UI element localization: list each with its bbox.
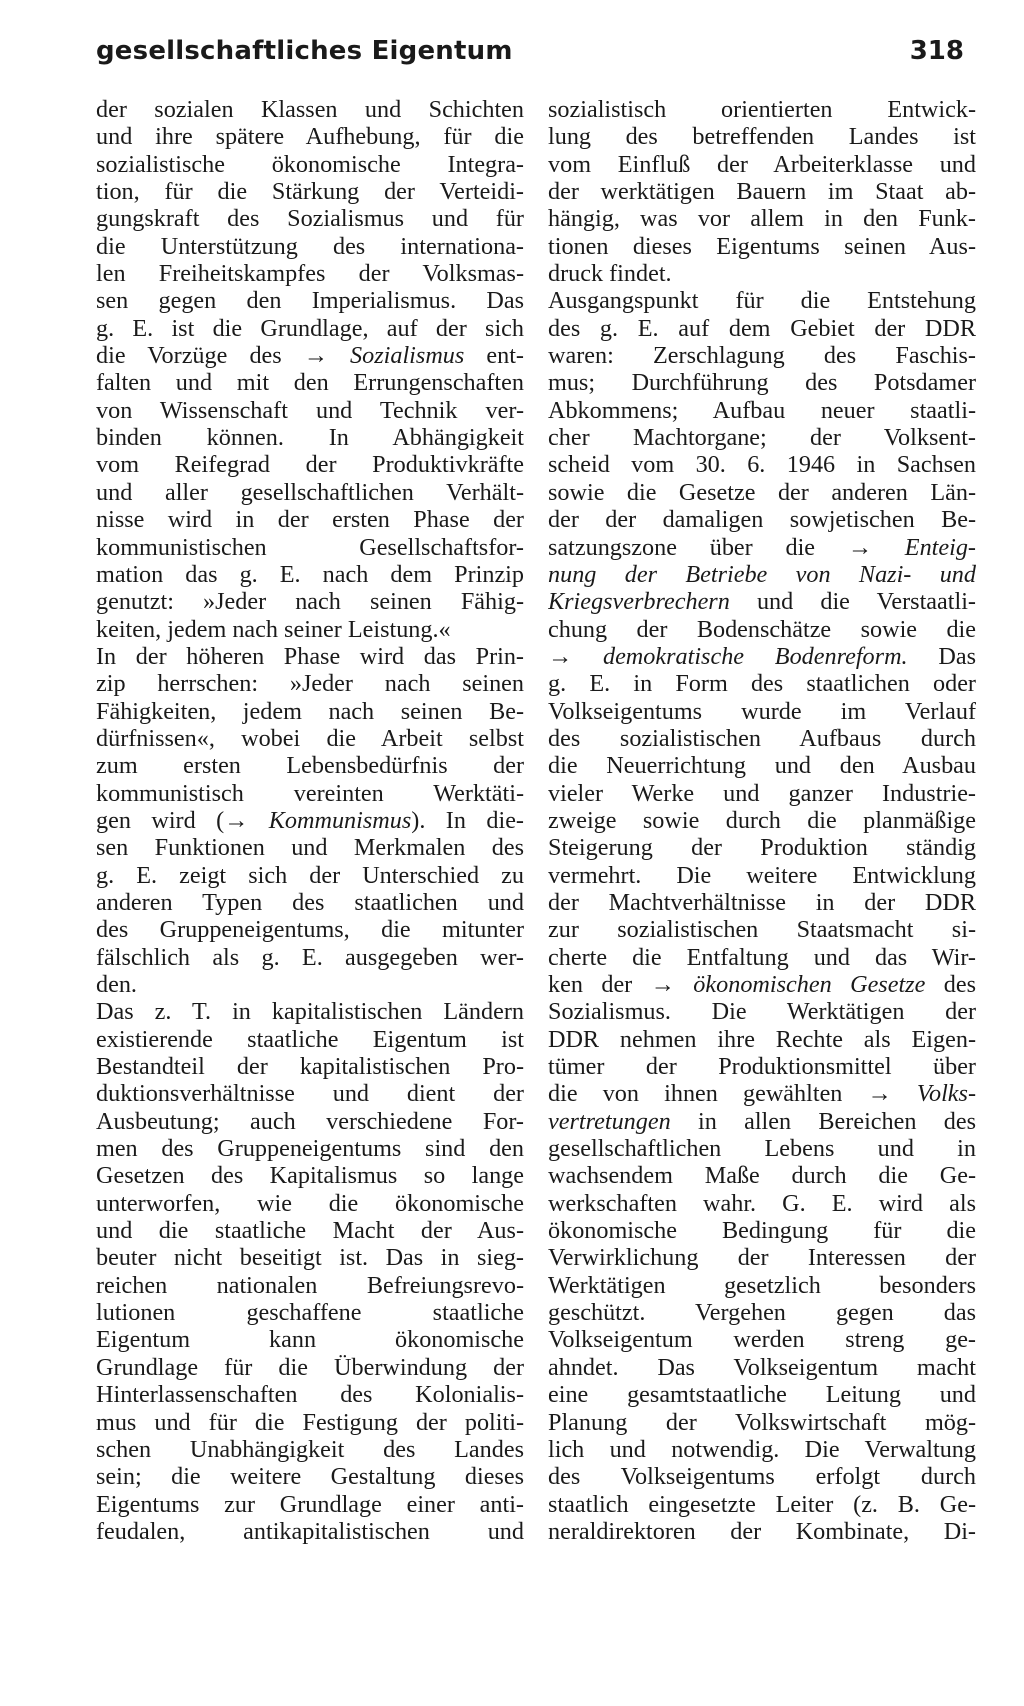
text-line: Kriegsverbrechern und die Verstaatli- (548, 588, 976, 616)
text-line: sen Funktionen und Merkmalen des (96, 834, 524, 862)
right-column (548, 96, 976, 1545)
text-line: Eigentums zur Grundlage einer anti- (96, 1490, 524, 1518)
text-line: existierende staatliche Eigentum ist (96, 1025, 524, 1053)
text-line: keiten, jedem nach seiner Leistung.« (96, 615, 451, 643)
text-line: hängig, was vor allem in den Funk- (548, 205, 976, 233)
text-line: sozialistische ökonomische Integra- (96, 150, 524, 178)
text-line: Werktätigen gesetzlich besonders (548, 1271, 976, 1299)
text-line: → demokratische Bodenreform. Das (548, 642, 976, 670)
text-line: Ausbeutung; auch verschiedene For- (96, 1107, 524, 1135)
text-line: des sozialistischen Aufbaus durch (548, 724, 976, 752)
text-line: Volkseigentum werden streng ge- (548, 1326, 976, 1354)
text-line: der der damaligen sowjetischen Be- (548, 506, 976, 534)
text-line: ahndet. Das Volkseigentum macht (548, 1353, 976, 1381)
text-line: binden können. In Abhängigkeit (96, 424, 524, 452)
text-line: gungskraft des Sozialismus und für (96, 205, 524, 233)
text-line: falten und mit den Errungenschaften (96, 369, 524, 397)
text-line: staatlich eingesetzte Leiter (z. B. Ge- (548, 1490, 976, 1518)
text-line: cherte die Entfaltung und das Wir- (548, 943, 976, 971)
text-line: werkschaften wahr. G. E. wird als (548, 1189, 976, 1217)
text-line: Abkommens; Aufbau neuer staatli- (548, 396, 976, 424)
text-line: schen Unabhängigkeit des Landes (96, 1435, 524, 1463)
text-line: zweige sowie durch die planmäßige (548, 806, 976, 834)
text-line: sowie die Gesetze der anderen Län- (548, 478, 976, 506)
text-line: die Unterstützung des internationa- (96, 232, 524, 260)
cross-reference: demokratische Bodenreform. (602, 642, 908, 670)
text-line: Steigerung der Produktion ständig (548, 834, 976, 862)
text-line: sozialistisch orientierten Entwick- (548, 96, 976, 123)
text-line: men des Gruppeneigentums sind den (96, 1135, 524, 1163)
text-line: kommunistisch vereinten Werktäti- (96, 779, 524, 807)
text-line: von Wissenschaft und Technik ver- (96, 396, 524, 424)
text-line: des g. E. auf dem Gebiet der DDR (548, 314, 976, 342)
text-line: vermehrt. Die weitere Entwicklung (548, 861, 976, 889)
text-line: ökonomische Bedingung für die (548, 1217, 976, 1245)
cross-reference: Kommunismus (268, 806, 412, 834)
text-line: unterworfen, wie die ökonomische (96, 1189, 524, 1217)
text-line: mus und für die Festigung der politi- (96, 1408, 524, 1436)
text-line: len Freiheitskampfes der Volksmas- (96, 260, 524, 288)
text-line (548, 561, 976, 588)
text-line: duktionsverhältnisse und dient der (96, 1080, 524, 1108)
text-line: des Volkseigentums erfolgt durch (548, 1463, 976, 1491)
text-line: beuter nicht beseitigt ist. Das in sieg- (96, 1244, 524, 1272)
cross-reference: nung der Betriebe von Nazi- und (548, 560, 976, 588)
text-line: zip herrschen: »Jeder nach seinen (96, 670, 524, 698)
text-line: geschützt. Vergehen gegen das (548, 1299, 976, 1327)
text-line: neraldirektoren der Kombinate, Di- (548, 1517, 976, 1545)
text-line: tion, für die Stärkung der Verteidi- (96, 178, 524, 206)
text-line: satzungszone über die → Enteig- (548, 533, 976, 561)
text-line: tümer der Produktionsmittel über (548, 1053, 976, 1081)
text-line: vieler Werke und ganzer Industrie- (548, 779, 976, 807)
running-head: gesellschaftliches Eigentum (96, 36, 513, 66)
text-line: reichen nationalen Befreiungsrevo- (96, 1271, 524, 1299)
cross-reference: Sozialismus (350, 342, 465, 370)
text-line: DDR nehmen ihre Rechte als Eigen- (548, 1025, 976, 1053)
text-line: und die staatliche Macht der Aus- (96, 1217, 524, 1245)
text-line: Sozialismus. Die Werktätigen der (548, 998, 976, 1026)
text-line: gesellschaftlichen Lebens und in (548, 1135, 976, 1163)
text-line: feudalen, antikapitalistischen und (96, 1517, 524, 1545)
text-line: Bestandteil der kapitalistischen Pro- (96, 1053, 524, 1081)
text-line: vertretungen in allen Bereichen des (548, 1107, 976, 1135)
text-line: dürfnissen«, wobei die Arbeit selbst (96, 724, 524, 752)
cross-reference: Enteig- (904, 533, 976, 561)
cross-reference: Volks- (916, 1080, 976, 1108)
text-line: kommunistischen Gesellschaftsfor- (96, 533, 524, 561)
cross-reference: Kriegsverbrechern (548, 588, 730, 616)
text-line: Grundlage für die Überwindung der (96, 1353, 524, 1381)
text-line: Verwirklichung der Interessen der (548, 1244, 976, 1272)
text-line: waren: Zerschlagung des Faschis- (548, 342, 976, 370)
text-line: g. E. ist die Grundlage, auf der sich (96, 314, 524, 342)
text-line: Gesetzen des Kapitalismus so lange (96, 1162, 524, 1190)
text-line: fälschlich als g. E. ausgegeben wer- (96, 943, 524, 971)
text-line: Fähigkeiten, jedem nach seinen Be- (96, 697, 524, 725)
text-line: gen wird (→ Kommunismus). In die- (96, 806, 524, 834)
text-line: Volkseigentums wurde im Verlauf (548, 697, 976, 725)
cross-reference: ökonomischen Gesetze (693, 971, 926, 998)
text-line: g. E. zeigt sich der Unterschied zu (96, 861, 524, 889)
text-line: und aller gesellschaftlichen Verhält- (96, 478, 524, 506)
text-line: chung der Bodenschätze sowie die (548, 615, 976, 643)
page-number: 318 (909, 36, 964, 66)
text-line: g. E. in Form des staatlichen oder (548, 670, 976, 698)
text-line: den. (96, 971, 137, 998)
text-line: scheid vom 30. 6. 1946 in Sachsen (548, 451, 976, 479)
text-line: eine gesamtstaatliche Leitung und (548, 1381, 976, 1409)
page-header (96, 34, 964, 74)
text-line: lutionen geschaffene staatliche (96, 1299, 524, 1327)
text-line: Ausgangspunkt für die Entstehung (548, 287, 976, 315)
text-line: vom Reifegrad der Produktivkräfte (96, 451, 524, 479)
text-line: genutzt: »Jeder nach seinen Fähig- (96, 588, 524, 616)
text-line: der Machtverhältnisse in der DDR (548, 888, 976, 916)
text-line: wachsendem Maße durch die Ge- (548, 1162, 976, 1190)
text-line: und ihre spätere Aufhebung, für die (96, 123, 524, 151)
text-line: zur sozialistischen Staatsmacht si- (548, 916, 976, 944)
text-line: ken der → ökonomischen Gesetze des (548, 971, 976, 998)
text-line: mus; Durchführung des Potsdamer (548, 369, 976, 397)
text-line: cher Machtorgane; der Volksent- (548, 424, 976, 452)
text-line: nisse wird in der ersten Phase der (96, 506, 524, 534)
text-line: der sozialen Klassen und Schichten (96, 96, 524, 123)
text-line: lich und notwendig. Die Verwaltung (548, 1435, 976, 1463)
text-line: Hinterlassenschaften des Kolonialis- (96, 1381, 524, 1409)
text-line: tionen dieses Eigentums seinen Aus- (548, 232, 976, 260)
text-line: Das z. T. in kapitalistischen Ländern (96, 998, 524, 1026)
text-line: die von ihnen gewählten → Volks- (548, 1080, 976, 1108)
text-line: zum ersten Lebensbedürfnis der (96, 752, 524, 780)
text-line: mation das g. E. nach dem Prinzip (96, 560, 524, 588)
cross-reference: vertretungen (548, 1107, 671, 1135)
text-line: die Vorzüge des → Sozialismus ent- (96, 342, 524, 370)
left-column (96, 96, 524, 1545)
text-line: In der höheren Phase wird das Prin- (96, 642, 524, 670)
text-line: sein; die weitere Gestaltung dieses (96, 1463, 524, 1491)
text-line: Planung der Volkswirtschaft mög- (548, 1408, 976, 1436)
text-line: vom Einfluß der Arbeiterklasse und (548, 150, 976, 178)
text-line: lung des betreffenden Landes ist (548, 123, 976, 151)
text-line: sen gegen den Imperialismus. Das (96, 287, 524, 315)
text-line: anderen Typen des staatlichen und (96, 888, 524, 916)
text-line: die Neuerrichtung und den Ausbau (548, 752, 976, 780)
text-line: druck findet. (548, 260, 672, 288)
text-line: Eigentum kann ökonomische (96, 1326, 524, 1354)
text-line: der werktätigen Bauern im Staat ab- (548, 178, 976, 206)
text-line: des Gruppeneigentums, die mitunter (96, 916, 524, 944)
